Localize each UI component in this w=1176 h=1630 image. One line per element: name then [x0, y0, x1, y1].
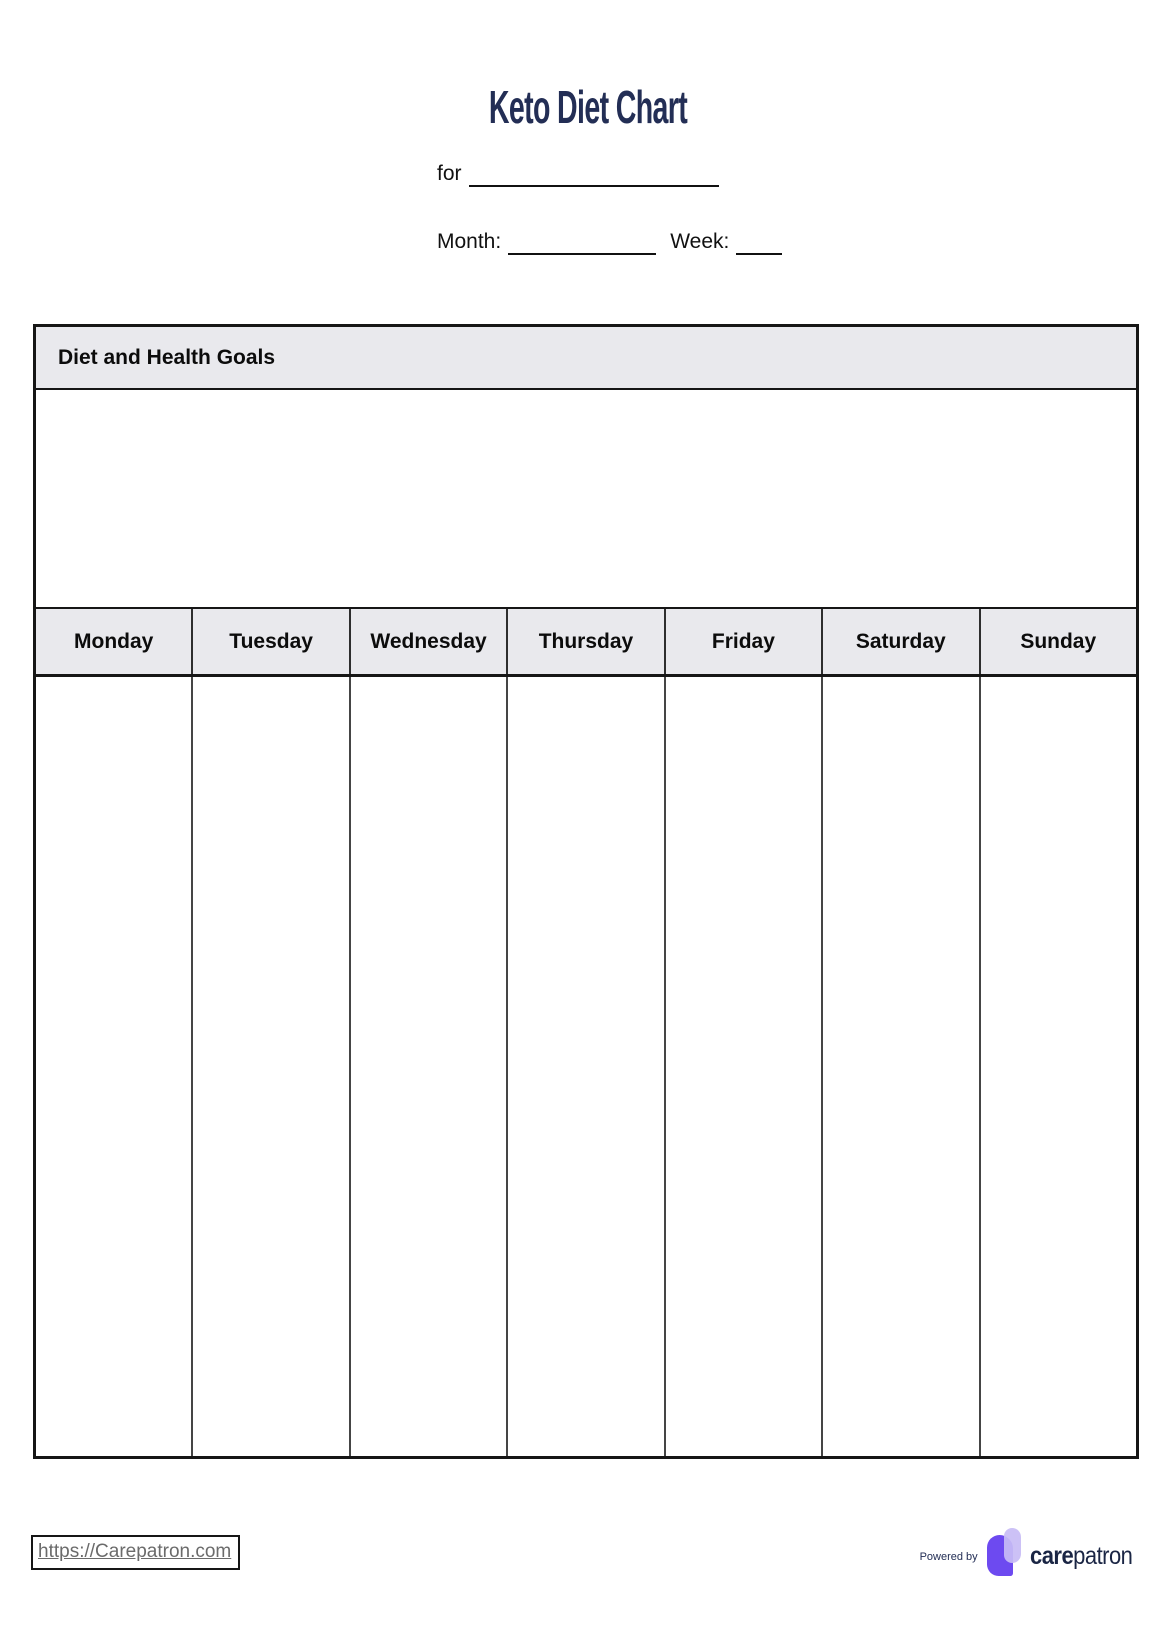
day-header-saturday: Saturday [823, 609, 980, 674]
goals-header-label: Diet and Health Goals [58, 345, 276, 369]
week-fill-line[interactable] [736, 229, 782, 255]
days-body-row [36, 677, 1136, 1456]
month-label: Month: [437, 230, 502, 253]
powered-by-footer [920, 1528, 1146, 1576]
day-column-tuesday[interactable] [193, 677, 350, 1456]
for-fill-line[interactable] [469, 161, 719, 187]
month-week-row [437, 229, 782, 255]
brand-patron-text: patron [1072, 1541, 1133, 1570]
logo-lavender-shape-icon [1004, 1528, 1021, 1563]
day-header-tuesday: Tuesday [193, 609, 350, 674]
day-header-monday: Monday [36, 609, 193, 674]
week-label: Week: [670, 230, 730, 253]
day-column-sunday[interactable] [981, 677, 1136, 1456]
carepatron-url-box[interactable] [31, 1535, 240, 1570]
day-column-friday[interactable] [666, 677, 823, 1456]
powered-by-label: Powered by [919, 1551, 978, 1563]
brand-care-text: care [1029, 1541, 1073, 1570]
carepatron-logo-icon [987, 1528, 1021, 1576]
days-header-row [36, 609, 1136, 677]
day-header-wednesday: Wednesday [351, 609, 508, 674]
diet-chart-table [33, 324, 1139, 1459]
day-header-friday: Friday [666, 609, 823, 674]
day-column-monday[interactable] [36, 677, 193, 1456]
day-header-thursday: Thursday [508, 609, 665, 674]
page-title: Keto Diet Chart [488, 81, 688, 133]
day-column-wednesday[interactable] [351, 677, 508, 1456]
for-row [437, 161, 719, 187]
carepatron-wordmark [1030, 1534, 1132, 1571]
carepatron-url-link[interactable]: https://Carepatron.com [38, 1541, 232, 1562]
goals-section-header [36, 327, 1136, 390]
month-fill-line[interactable] [508, 229, 656, 255]
goals-input-area[interactable] [36, 390, 1136, 609]
day-column-thursday[interactable] [508, 677, 665, 1456]
day-header-sunday: Sunday [1020, 629, 1097, 653]
for-label: for [437, 162, 462, 185]
day-column-saturday[interactable] [823, 677, 980, 1456]
